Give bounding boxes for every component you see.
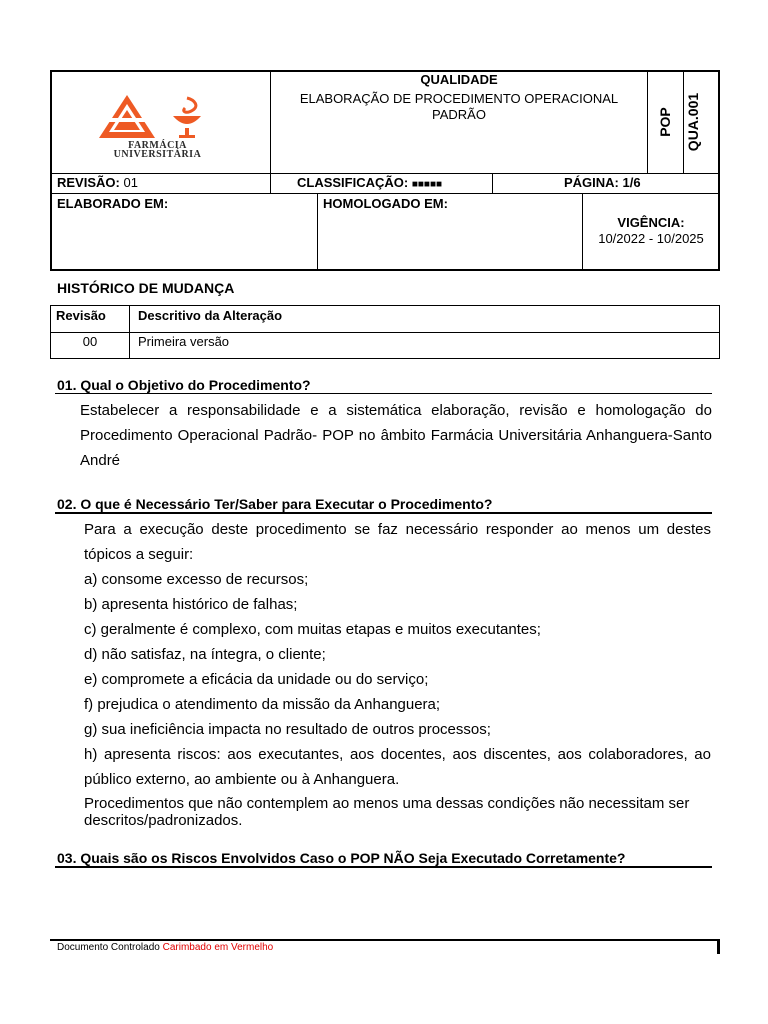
section-underline bbox=[55, 866, 712, 868]
revision-label: REVISÃO: bbox=[57, 175, 120, 190]
footer-highlight: Carimbado em Vermelho bbox=[162, 942, 274, 953]
document-code: QUA.001 bbox=[685, 92, 701, 152]
section-content bbox=[84, 517, 711, 829]
header-divider bbox=[270, 173, 271, 193]
header-divider bbox=[492, 173, 493, 193]
history-table-divider bbox=[129, 306, 130, 358]
list-item: d) não satisfaz, na íntegra, o cliente; bbox=[84, 646, 326, 663]
section-heading: 03. Quais são os Riscos Envolvidos Caso o POP NÃO Seja Executado Corretamente? bbox=[57, 850, 626, 866]
classification-field bbox=[297, 175, 442, 190]
revision-field bbox=[57, 175, 138, 190]
header-divider bbox=[647, 71, 648, 173]
classification-label: CLASSIFICAÇÃO: bbox=[297, 175, 409, 190]
header-divider bbox=[317, 193, 318, 270]
validity-label: VIGÊNCIA: bbox=[617, 215, 685, 230]
list-item: f) prejudica o atendimento da missão da Anhanguera; bbox=[84, 696, 441, 713]
history-title: HISTÓRICO DE MUDANÇA bbox=[57, 280, 235, 296]
validity-value: 10/2022 - 10/2025 bbox=[598, 231, 704, 246]
footer-rule bbox=[717, 939, 720, 954]
footer bbox=[57, 942, 273, 953]
document-title: ELABORAÇÃO DE PROCEDIMENTO OPERACIONAL PADRÃO bbox=[299, 91, 619, 122]
elaborated-label: ELABORADO EM: bbox=[57, 196, 169, 211]
document-type: POP bbox=[657, 107, 673, 137]
history-column-header: Revisão bbox=[56, 308, 106, 323]
logo-text-line2: UNIVERSITÁRIA bbox=[113, 149, 202, 160]
page-number: PÁGINA: 1/6 bbox=[564, 175, 641, 190]
header-divider bbox=[683, 71, 684, 173]
section-underline bbox=[55, 512, 712, 514]
logo bbox=[95, 90, 220, 160]
section-underline bbox=[55, 393, 712, 394]
list-item: a) consome excesso de recursos; bbox=[84, 571, 309, 588]
section-paragraph: Estabelecer a responsabilidade e a sistemática elaboração, revisão e homologação do Procedimento Operacional Padrão- POP no âmbito Farmácia Universitária Anhanguera-Santo André bbox=[80, 402, 712, 469]
list-item: h) apresenta riscos: aos executantes, aos docentes, aos discentes, aos colaboradores, ao público externo, ao ambiente ou à Anhanguera. bbox=[84, 746, 711, 788]
homologated-label: HOMOLOGADO EM: bbox=[323, 196, 448, 211]
header-divider bbox=[51, 173, 719, 174]
list-item: b) apresenta histórico de falhas; bbox=[84, 596, 298, 613]
logo-text-line1: FARMÁCIA bbox=[128, 140, 187, 151]
list-item: e) compromete a eficácia da unidade ou do serviço; bbox=[84, 671, 429, 688]
history-table-divider bbox=[51, 332, 719, 333]
footer-text: Documento Controlado bbox=[57, 942, 160, 953]
section-heading: 02. O que é Necessário Ter/Saber para Executar o Procedimento? bbox=[57, 496, 493, 512]
footer-rule bbox=[50, 939, 720, 941]
section-intro: Para a execução deste procedimento se faz necessário responder ao menos um destes tópicos a seguir: bbox=[84, 521, 711, 563]
section-heading: 01. Qual o Objetivo do Procedimento? bbox=[57, 377, 311, 393]
list-item: c) geralmente é complexo, com muitas etapas e muitos executantes; bbox=[84, 621, 541, 638]
classification-value: ■■■■■ bbox=[411, 179, 443, 190]
history-description-cell: Primeira versão bbox=[138, 334, 230, 349]
history-revision-cell: 00 bbox=[82, 334, 98, 349]
header-divider bbox=[51, 193, 719, 194]
list-item: g) sua ineficiência impacta no resultado de outros processos; bbox=[84, 721, 491, 738]
history-column-header: Descritivo da Alteração bbox=[138, 308, 283, 323]
section-closing: Procedimentos que não contemplem ao menos uma dessas condições não necessitam ser descritos/padronizados. bbox=[84, 795, 690, 829]
document-category: QUALIDADE bbox=[420, 72, 498, 87]
revision-value: 01 bbox=[123, 175, 138, 190]
